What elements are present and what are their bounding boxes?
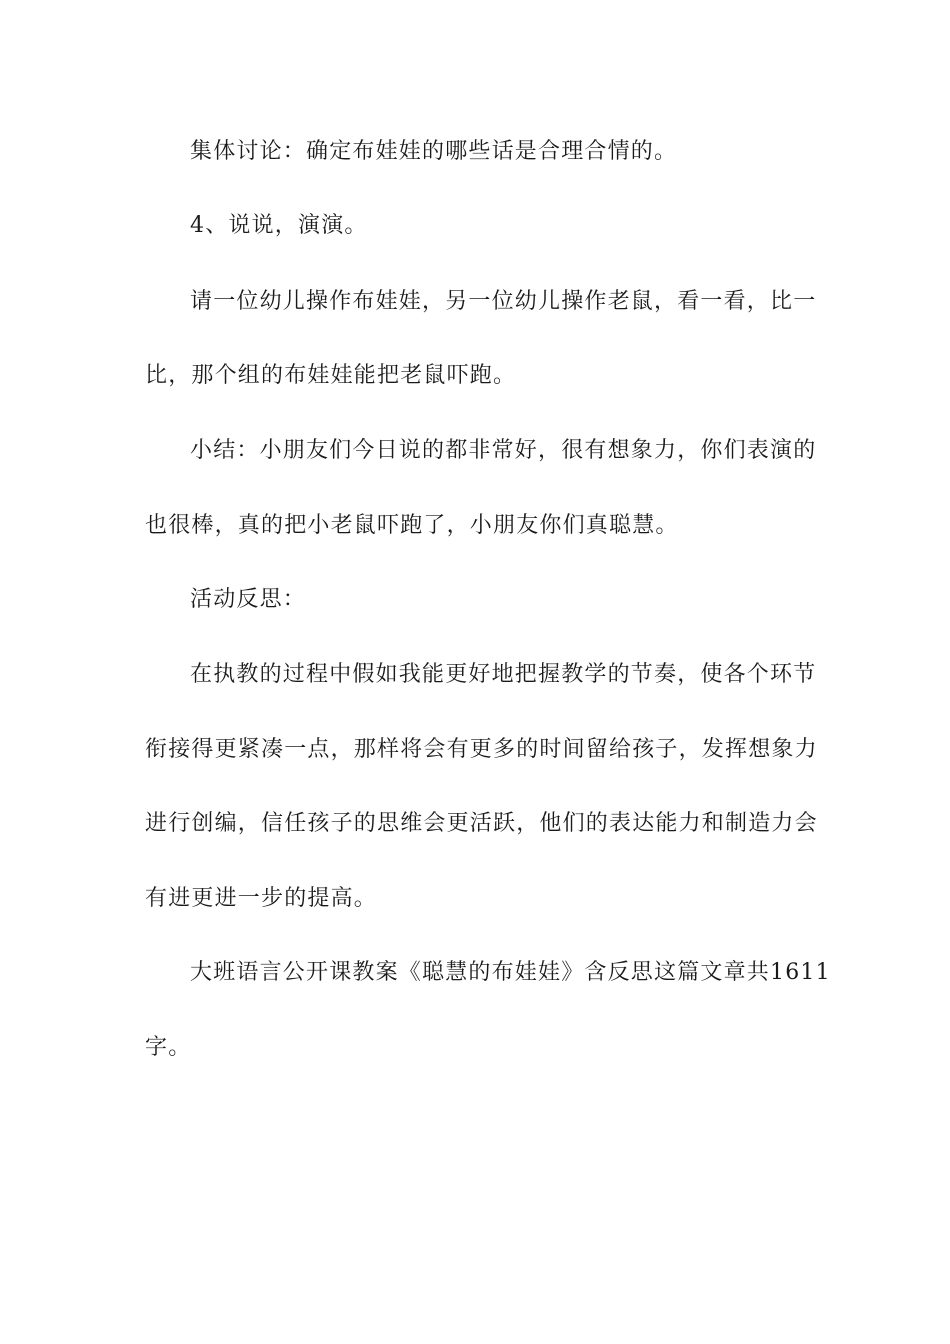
paragraph-footer-line-1: 大班语言公开课教案《聪慧的布娃娃》含反思这篇文章共1611 [190, 960, 831, 985]
paragraph-reflection-line-3: 进行创编，信任孩子的思维会更活跃，他们的表达能力和制造力会 [145, 811, 818, 836]
section-heading-act-out: 4、说说，演演。 [190, 213, 368, 238]
paragraph-operate-line-1: 请一位幼儿操作布娃娃，另一位幼儿操作老鼠，看一看，比一 [190, 289, 817, 314]
paragraph-operate-line-2: 比，那个组的布娃娃能把老鼠吓跑。 [145, 363, 517, 388]
section-heading-reflection: 活动反思： [190, 587, 307, 612]
paragraph-reflection-line-4: 有进更进一步的提高。 [145, 886, 378, 911]
paragraph-reflection-line-1: 在执教的过程中假如我能更好地把握教学的节奏，使各个环节 [190, 662, 817, 687]
paragraph-footer-line-2: 字。 [145, 1035, 192, 1060]
paragraph-discussion: 集体讨论：确定布娃娃的哪些话是合理合情的。 [190, 139, 678, 164]
paragraph-reflection-line-2: 衔接得更紧凑一点，那样将会有更多的时间留给孩子，发挥想象力 [145, 737, 818, 762]
paragraph-summary-line-1: 小结：小朋友们今日说的都非常好，很有想象力，你们表演的 [190, 438, 817, 463]
paragraph-summary-line-2: 也很棒，真的把小老鼠吓跑了，小朋友你们真聪慧。 [145, 513, 679, 538]
